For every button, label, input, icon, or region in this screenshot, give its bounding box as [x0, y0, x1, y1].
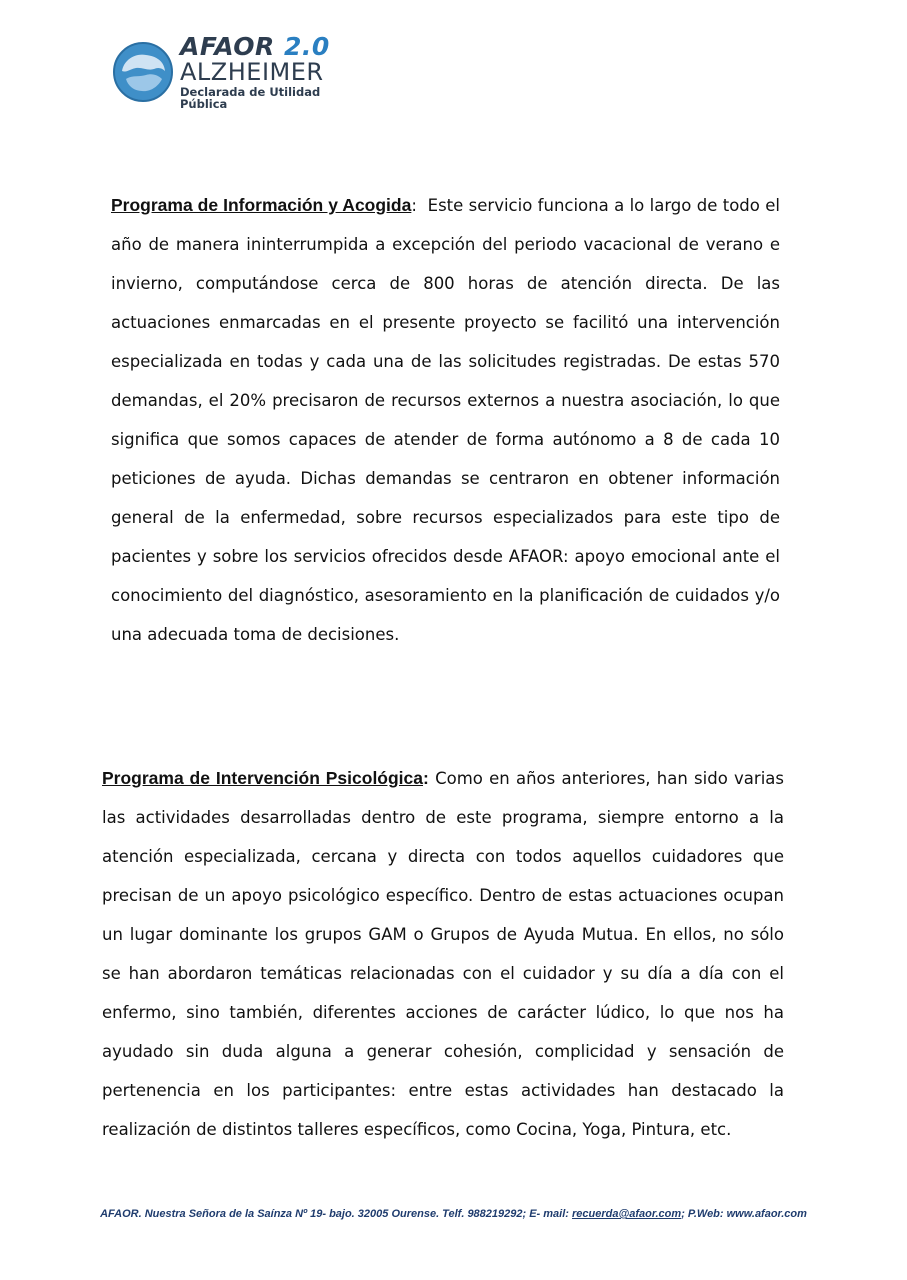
logo-note: Declarada de Utilidad Pública	[180, 85, 321, 111]
section-body: Este servicio funciona a lo largo de todo el año de manera ininterrumpida a excepción del periodo vacacional de verano e invierno, computándose cerca de 800 horas de atención directa. De las actuaciones enmarcadas en el presente proyecto se facilitó una intervención especializada en todas y cada una de las solicitudes registradas. De estas 570 demandas, el 20% precisaron de recursos externos a nuestra asociación, lo que significa que somos capaces de atender de forma autónomo a 8 de cada 10 peticiones de ayuda. Dichas demandas se centraron en obtener información general de la enfermedad, sobre recursos especializados para este tipo de pacientes y sobre los servicios ofrecidos desde AFAOR: apoyo emocional ante el conocimiento del diagnóstico, asesoramiento en la planificación de cuidados y/o una adecuada toma de decisiones.	[111, 196, 780, 644]
logo	[112, 30, 352, 114]
section-heading: Programa de Intervención Psicológica	[102, 768, 424, 788]
section-psychological: Programa de Intervención Psicológica: Como en años anteriores, han sido varias las actividades desarrolladas dentro de este programa, siempre entorno a la atención especializada, cercana y directa con todos aquellos cuidadores que precisan de un apoyo psicológico específico. Dentro de estas actuaciones ocupan un lugar dominante los grupos GAM o Grupos de Ayuda Mutua. En ellos, no sólo se han abordaron temáticas relacionadas con el cuidador y su día a día con el enfermo, sino también, diferentes acciones de carácter lúdico, lo que nos ha ayudado sin duda alguna a generar cohesión, complicidad y sensación de pertenencia en los participantes: entre estas actividades han destacado la realización de distintos talleres específicos, como Cocina, Yoga, Pintura, etc.	[102, 768, 784, 1139]
logo-subtitle: ALZHEIMER	[180, 58, 324, 86]
footer-address: AFAOR. Nuestra Señora de la Saínza Nº 19- bajo. 32005 Ourense. Telf. 988219292; E- mail:	[100, 1208, 573, 1220]
footer-email-link[interactable]: recuerda@afaor.com	[572, 1208, 682, 1220]
section-information: Programa de Información y Acogida: Este servicio funciona a lo largo de todo el año de manera ininterrumpida a excepción del periodo vacacional de verano e invierno, computándose cerca de 800 horas de atención directa. De las actuaciones enmarcadas en el presente proyecto se facilitó una intervención especializada en todas y cada una de las solicitudes registradas. De estas 570 demandas, el 20% precisaron de recursos externos a nuestra asociación, lo que significa que somos capaces de atender de forma autónomo a 8 de cada 10 peticiones de ayuda. Dichas demandas se centraron en obtener información general de la enfermedad, sobre recursos especializados para este tipo de pacientes y sobre los servicios ofrecidos desde AFAOR: apoyo emocional ante el conocimiento del diagnóstico, asesoramiento en la planificación de cuidados y/o una adecuada toma de decisiones.	[111, 195, 780, 644]
section-body: Como en años anteriores, han sido varias las actividades desarrolladas dentro de este programa, siempre entorno a la atención especializada, cercana y directa con todos aquellos cuidadores que precisan de un apoyo psicológico específico. Dentro de estas actuaciones ocupan un lugar dominante los grupos GAM o Grupos de Ayuda Mutua. En ellos, no sólo se han abordaron temáticas relacionadas con el cuidador y su día a día con el enfermo, sino también, diferentes acciones de carácter lúdico, lo que nos ha ayudado sin duda alguna a generar cohesión, complicidad y sensación de pertenencia en los participantes: entre estas actividades han destacado la realización de distintos talleres específicos, como Cocina, Yoga, Pintura, etc.	[102, 769, 784, 1139]
logo-title: AFAOR 2.0	[180, 32, 330, 61]
footer	[0, 1208, 907, 1220]
brain-globe-icon	[112, 41, 174, 103]
footer-web: ; P.Web: www.afaor.com	[681, 1208, 807, 1220]
section-heading: Programa de Información y Acogida	[111, 195, 412, 215]
